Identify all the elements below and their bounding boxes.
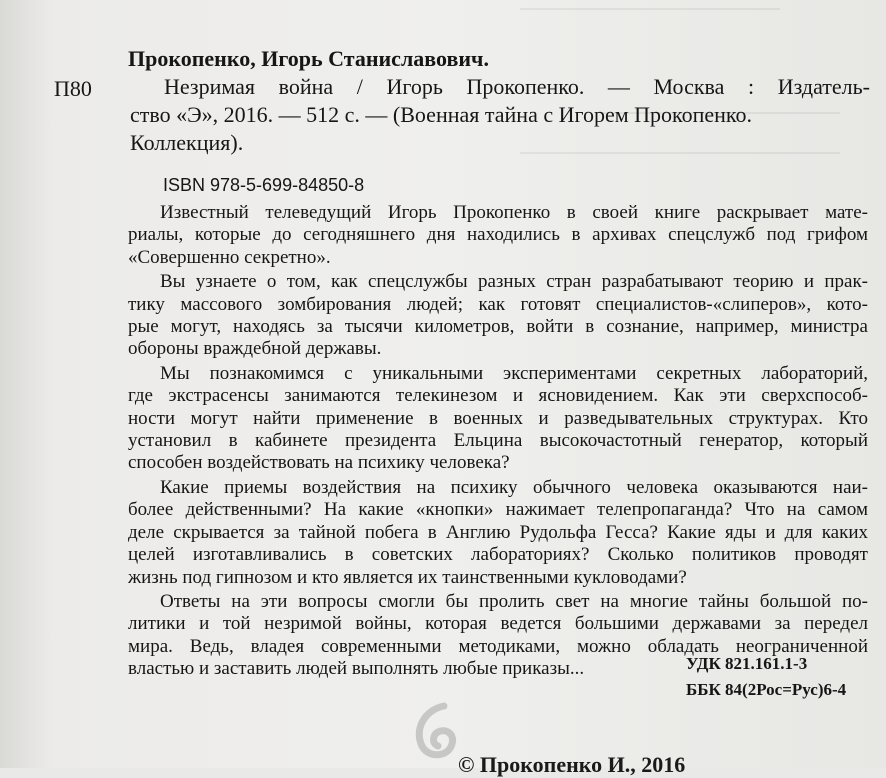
text-line: ности могут найти применение в военных и разведывательных структурах. Кто — [128, 407, 868, 429]
biblio-line: ство «Э», 2016. — 512 с. — (Военная тайна с Игорем Прокопенко. — [130, 102, 752, 127]
text-line: деле скрывается за тайной побега в Англию Рудольфа Гесса? Какие яды и для каких — [128, 521, 868, 543]
copyright-line: © Прокопенко И., 2016 — [458, 752, 686, 777]
text-line: литики и той незримой войны, которая ведется большими державами за передел — [128, 613, 868, 635]
abstract-paragraph — [128, 363, 868, 475]
library-code: П80 — [54, 76, 92, 101]
abstract — [128, 202, 868, 683]
show-through-line — [520, 8, 780, 10]
text-line: «Совершенно секретно». — [128, 246, 331, 268]
biblio-line: Коллекция). — [130, 130, 244, 155]
udk-code: УДК 821.161.1-3 — [686, 654, 808, 673]
text-line: где экстрасенсы занимаются телекинезом и ясновидением. Как эти сверхспособ- — [128, 385, 868, 407]
text-line: Ответы на эти вопросы смогли бы пролить свет на многие тайны большой по- — [160, 590, 868, 612]
text-line: обороны враждебной державы. — [128, 338, 382, 360]
text-line: рые могут, находясь за тысячи километров, войти в сознание, например, министра — [128, 316, 868, 338]
text-line: мира. Ведь, владея современными методиками, можно обладать неограниченной — [128, 635, 868, 657]
text-line: способен воздействовать на психику человека? — [128, 452, 510, 474]
text-line: риалы, которые до сегодняшнего дня находились в архивах спецслужб под грифом — [128, 224, 868, 246]
isbn: ISBN 978-5-699-84850-8 — [163, 175, 365, 195]
text-line: Известный телеведущий Игорь Прокопенко в своей книге раскрывает мате- — [160, 202, 868, 223]
text-line: Какие приемы воздействия на психику обычного человека оказываются наи- — [160, 476, 868, 498]
text-line: жизнь под гипнозом и кто является их таинственными кукловодами? — [128, 566, 687, 588]
abstract-paragraph — [128, 477, 868, 589]
text-line: целей изготавливались в советских лабораториях? Сколько политиков проводят — [128, 544, 868, 566]
bbk-code: ББК 84(2Рос=Рус)6-4 — [686, 680, 847, 699]
abstract-paragraph — [128, 271, 868, 361]
abstract-paragraph — [128, 202, 868, 269]
text-line: Вы узнаете о том, как спецслужбы разных стран разрабатывают теорию и прак- — [160, 271, 868, 293]
biblio-line: Незримая война / Игорь Прокопенко. — Москва : Издатель- — [164, 74, 870, 99]
text-line: тику массового зомбирования людей; как готовят специалистов-«слиперов», кото- — [128, 293, 868, 315]
author-heading: Прокопенко, Игорь Станиславович. — [128, 46, 489, 71]
text-line: более действенными? На какие «кнопки» нажимает телепропаганда? Что на самом — [128, 499, 868, 521]
text-line: властью и заставить людей выполнять любые приказы... — [128, 658, 585, 680]
publisher-logo-icon — [406, 700, 466, 764]
text-line: Мы познакомимся с уникальными экспериментами секретных лабораторий, — [160, 362, 868, 384]
text-line: установил в кабинете президента Ельцина высокочастотный генератор, который — [128, 430, 868, 452]
bibliographic-record — [130, 73, 870, 157]
